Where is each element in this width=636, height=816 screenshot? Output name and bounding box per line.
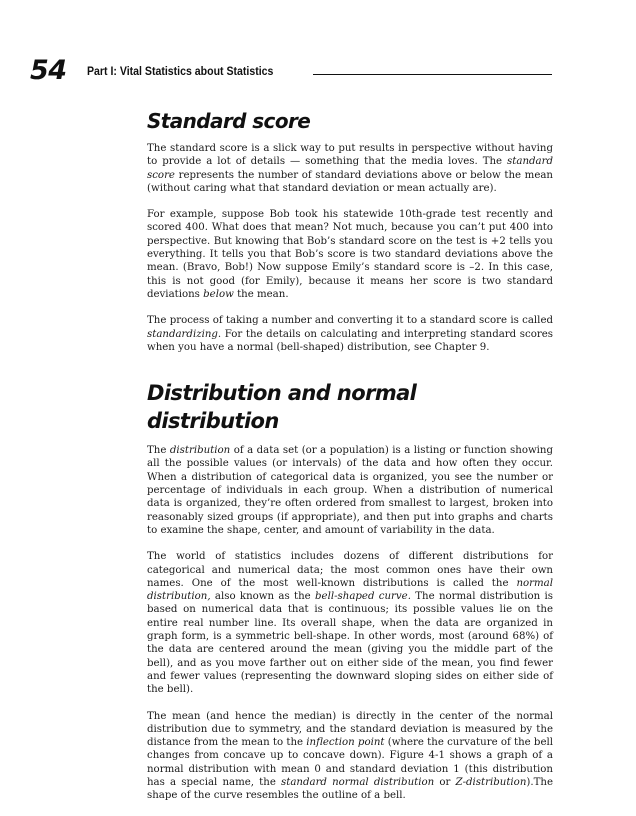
header-rule: [313, 74, 552, 75]
page-body: [147, 108, 553, 816]
paragraph-normal-distribution: The world of statistics includes dozens of different distributions for categorical and numerical data; the most common ones have their own names. One of the most well-known distributions is called the normal distribution, also known as the bell-shaped curve. The normal distribution is based on numerical data that is continuous; its possible values lie on the entire real number line. Its overall shape, when the data are organized in graph form, is a symmetric bell-shape. In other words, most (around 68%) of the data are centered around the mean (giving you the middle part of the bell), and as you move farther out on either side of the mean, you find fewer and fewer values (representing the downward sloping sides on either side of the bell).: [147, 551, 553, 696]
page-number: 54: [30, 55, 67, 86]
paragraph-standardizing: The process of taking a number and converting it to a standard score is called standardizing. For the details on calculating and interpreting standard scores when you have a normal (bell-shaped) distribution, see Chapter 9.: [147, 315, 553, 353]
section-heading-distribution: Distribution and normal distribution: [147, 381, 417, 434]
paragraph-bob-example: For example, suppose Bob took his statewide 10th-grade test recently and scored 400. What does that mean? Not much, because you can’t put 400 into perspective. But knowing that Bob’s standard score on the test is +2 tells you everything. It tells you that Bob’s score is two standard deviations above the mean. (Bravo, Bob!) Now suppose Emily’s standard score is –2. In this case, this is not good (for Emily), because it means her score is two standard deviations below the mean.: [147, 209, 553, 300]
paragraph-distribution-definition: The distribution of a data set (or a population) is a listing or function showing all the possible values (or intervals) of the data and how often they occur. When a distribution of categorical data is organized, you see the number or percentage of individuals in each group. When a distribution of numerical data is organized, they’re often ordered from smallest to largest, broken into reasonably sized groups (if appropriate), and then put into graphs and charts to examine the shape, center, and amount of variability in the data.: [147, 445, 554, 536]
paragraph-standard-score-definition: The standard score is a slick way to put results in perspective without having to provide a lot of details — something that the media loves. The standard score represents the number of standard deviations above or below the mean (without caring what that standard deviation or mean actually are).: [147, 143, 553, 194]
section-heading-standard-score: Standard score: [147, 109, 311, 133]
running-header: [30, 56, 552, 86]
paragraph-mean-and-inflection: The mean (and hence the median) is directly in the center of the normal distribution due to symmetry, and the standard deviation is measured by the distance from the mean to the inflection point (where the curvature of the bell changes from concave up to concave down). Figure 4-1 shows a graph of a normal distribution with mean 0 and standard deviation 1 (this distribution has a special name, the standard normal distribution or Z-distribution).The shape of the curve resembles the outline of a bell.: [147, 710, 553, 802]
part-title: Part I: Vital Statistics about Statistics: [87, 64, 274, 78]
